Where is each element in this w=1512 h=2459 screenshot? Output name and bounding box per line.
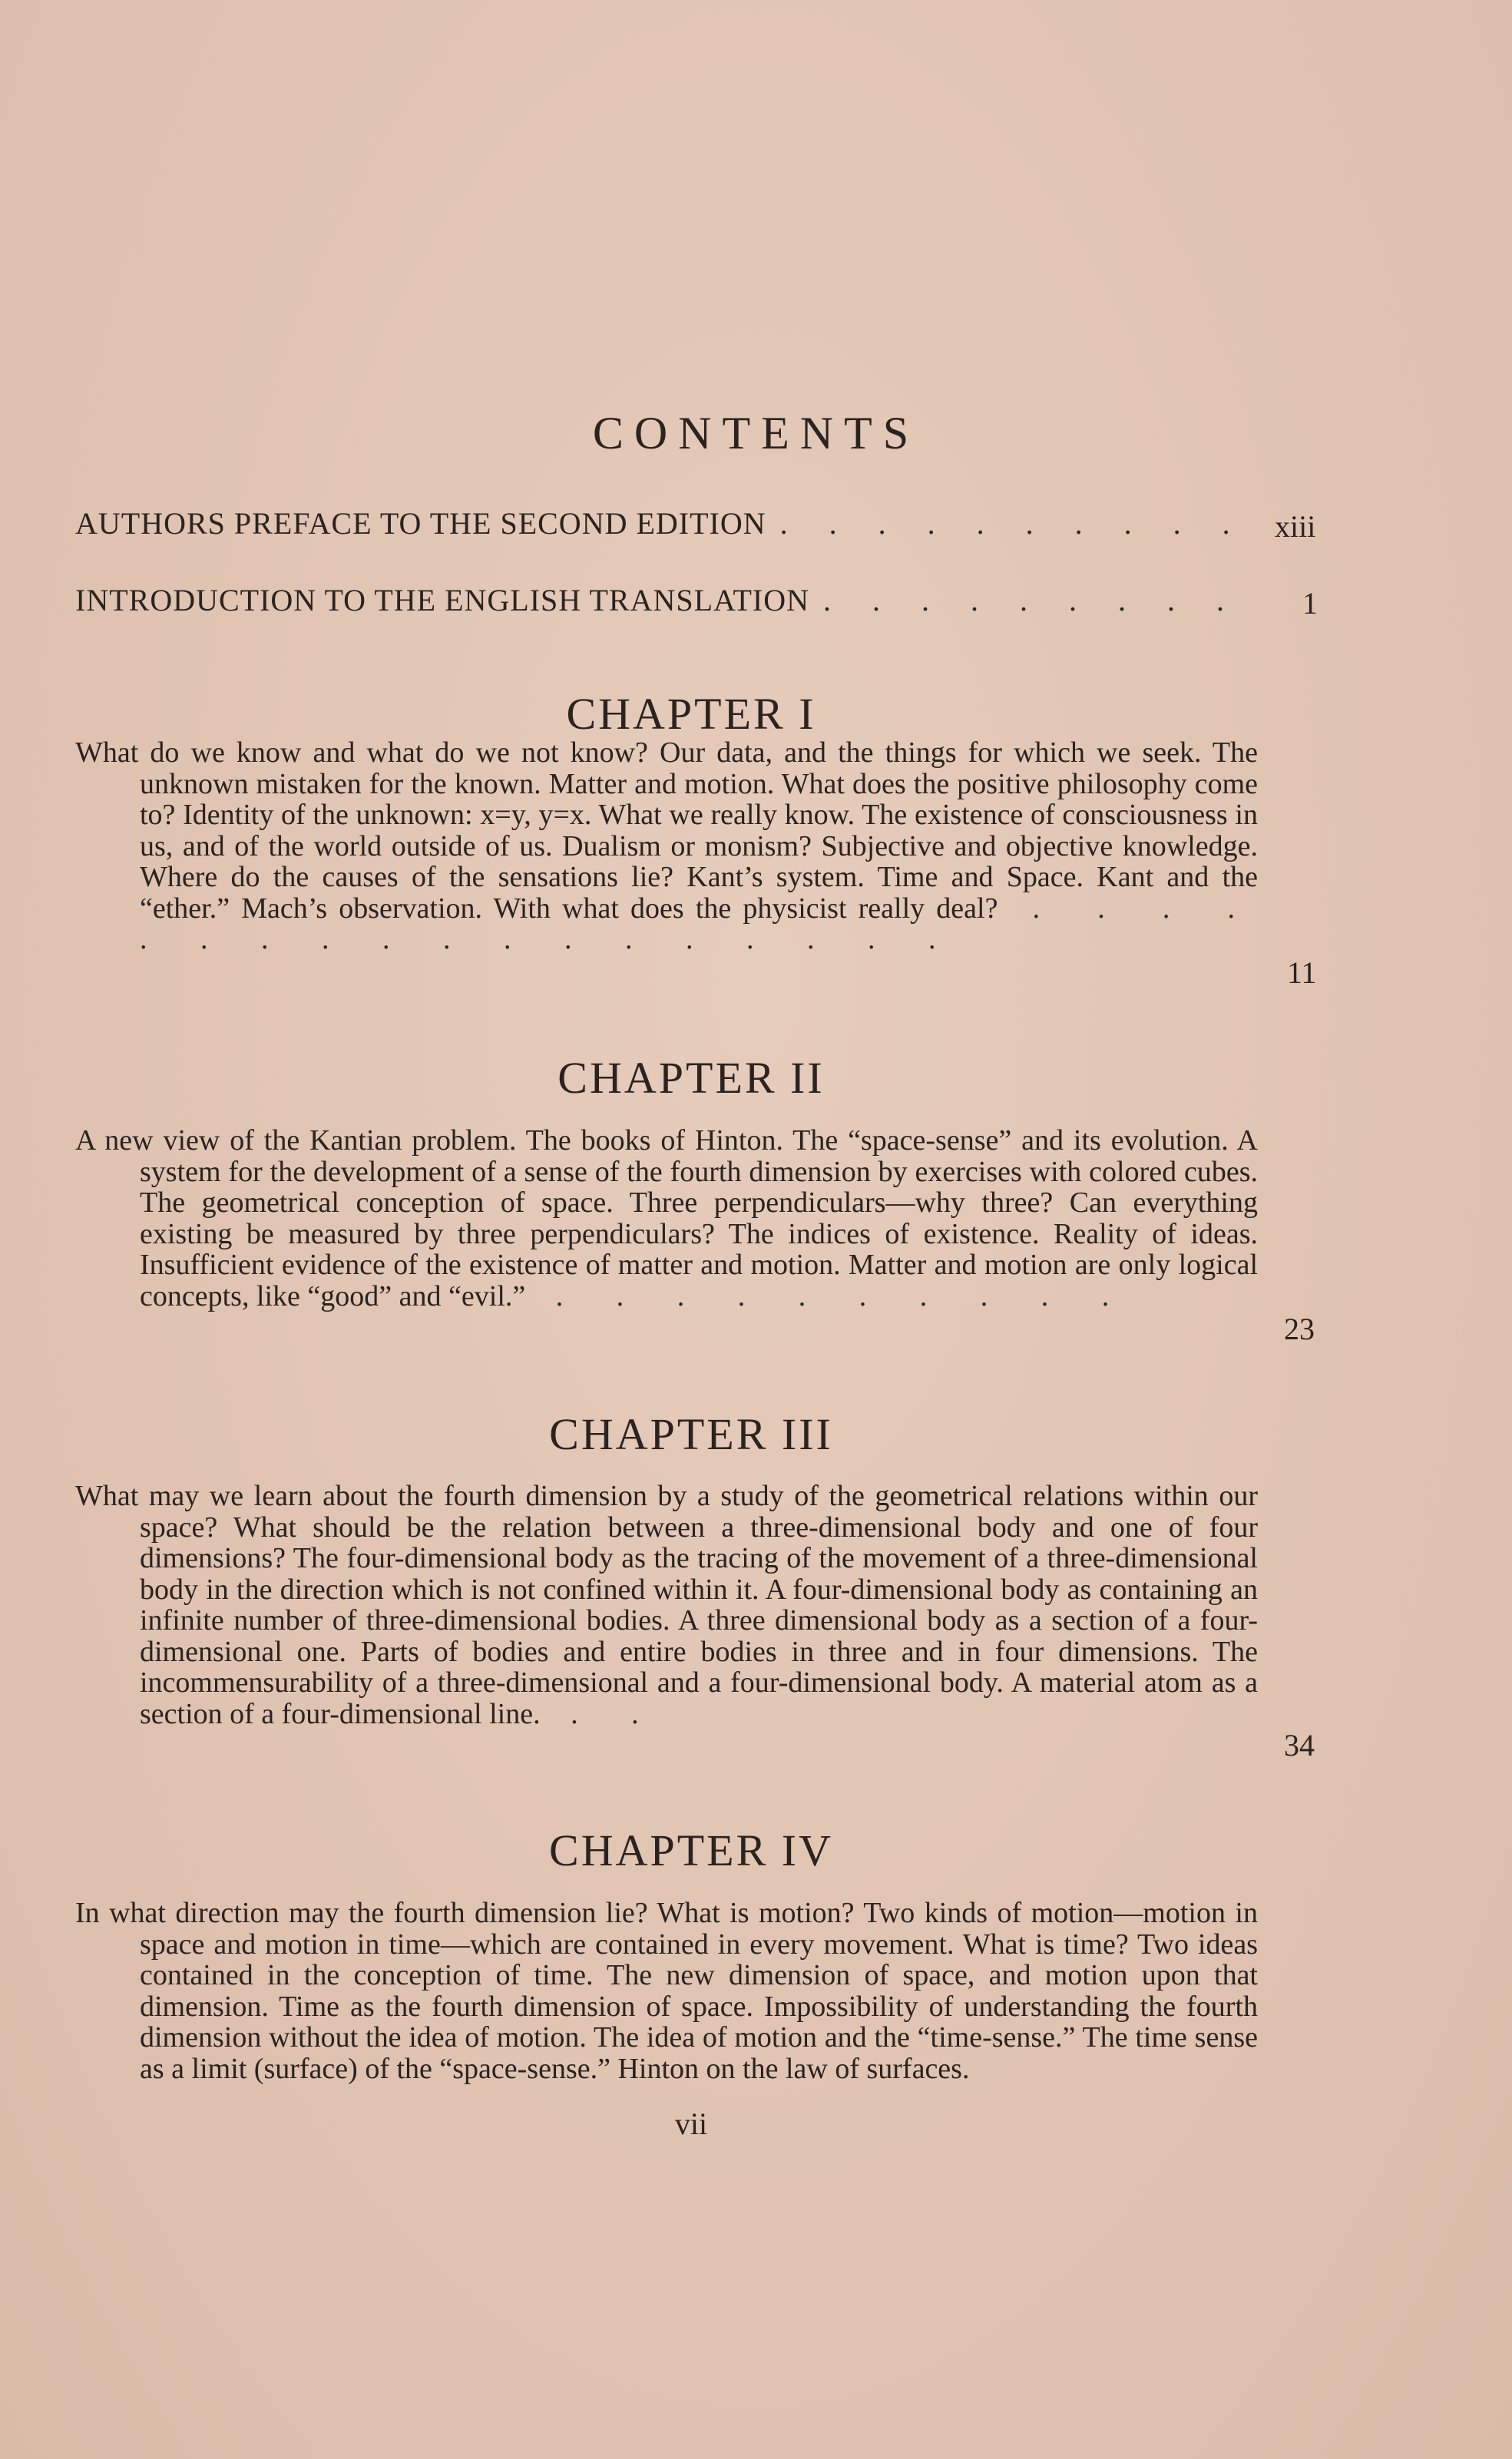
toc-page-number: 34	[1284, 1728, 1315, 1762]
toc-entry-label: AUTHORS PREFACE TO THE SECOND EDITION	[75, 506, 766, 541]
chapter-summary-text: What do we know and what do we not know? Our data, and the things for which we seek. The unknown mistaken for the known. Matter and motion. What does the positive philosophy come to? Identity of the unknown: x=y, y=x. What we really know. The existence of consciousness in us, and of the world outside of us. Dualism or monism? Subjective and objective knowledge. Where do the causes of the sensations lie? Kant’s system. Time and Space. Kant and the “ether.” Mach’s observation. With what does the physicist really deal?	[75, 736, 1258, 925]
leader-dots: . . . . . . . . . . . . . . . . . .	[140, 892, 1258, 955]
chapter-summary[interactable]	[75, 1125, 1258, 1312]
chapter-summary[interactable]	[75, 737, 1258, 955]
leader-dots: . . . . . . . . .	[823, 583, 1242, 617]
leader-dots: . . . . . . . . . .	[779, 506, 1247, 541]
page-folio: vii	[674, 2107, 708, 2141]
leader-dots: . .	[540, 1697, 662, 1730]
chapter-summary-text: In what direction may the fourth dimension lie? What is motion? Two kinds of motion—motion in space and motion in time—which are contained in every movement. What is time? Two ideas contained in the conception of time. The new dimension of space, and motion upon that dimension. Time as the fourth dimension of space. Impossibility of understanding the fourth dimension without the idea of motion. The idea of motion and the “time-sense.” The time sense as a limit (surface) of the “space-sense.” Hinton on the law of surfaces.	[75, 1897, 1258, 2085]
toc-entry-label: INTRODUCTION TO THE ENGLISH TRANSLATION	[75, 583, 810, 617]
toc-entry-preface[interactable]	[75, 508, 1319, 539]
toc-page-number: xiii	[1275, 509, 1316, 544]
leader-dots: . . . . . . . . . .	[525, 1279, 1133, 1312]
toc-page-number: 23	[1284, 1312, 1315, 1346]
page-title: CONTENTS	[592, 408, 920, 458]
chapter-heading: CHAPTER II	[557, 1053, 825, 1103]
toc-entry-introduction[interactable]	[75, 585, 1319, 616]
chapter-heading: CHAPTER IV	[549, 1825, 833, 1875]
chapter-summary-text: What may we learn about the fourth dimension by a study of the geometrical relations within our space? What should be the relation between a three-dimensional body and one of four dimensions? The four-dimensional body as the tracing of the movement of a three-dimensional body in the direction which is not confined within it. A four-dimensional body as containing an infinite number of three-dimensional bodies. A three dimensional body as a section of a four-dimensional one. Parts of bodies and entire bodies in three and in four dimensions. The incommensurability of a three-dimensional and a four-dimensional body. A material atom as a section of a four-dimensional line.	[75, 1480, 1258, 1730]
chapter-summary[interactable]	[75, 1898, 1258, 2084]
toc-page-number: 1	[1302, 586, 1318, 621]
toc-page-number: 11	[1287, 955, 1317, 990]
chapter-summary-text: A new view of the Kantian problem. The books of Hinton. The “space-sense” and its evolution. A system for the development of a sense of the fourth dimension by exercises with colored cubes. The geometrical conception of space. Three perpendiculars—why three? Can everything existing be measured by three perpendiculars? The indices of existence. Reality of ideas. Insufficient evidence of the existence of matter and motion. Matter and motion are only logical concepts, like “good” and “evil.”	[75, 1124, 1258, 1312]
chapter-summary[interactable]	[75, 1481, 1258, 1729]
chapter-heading: CHAPTER III	[549, 1409, 833, 1459]
chapter-heading: CHAPTER I	[566, 689, 816, 739]
